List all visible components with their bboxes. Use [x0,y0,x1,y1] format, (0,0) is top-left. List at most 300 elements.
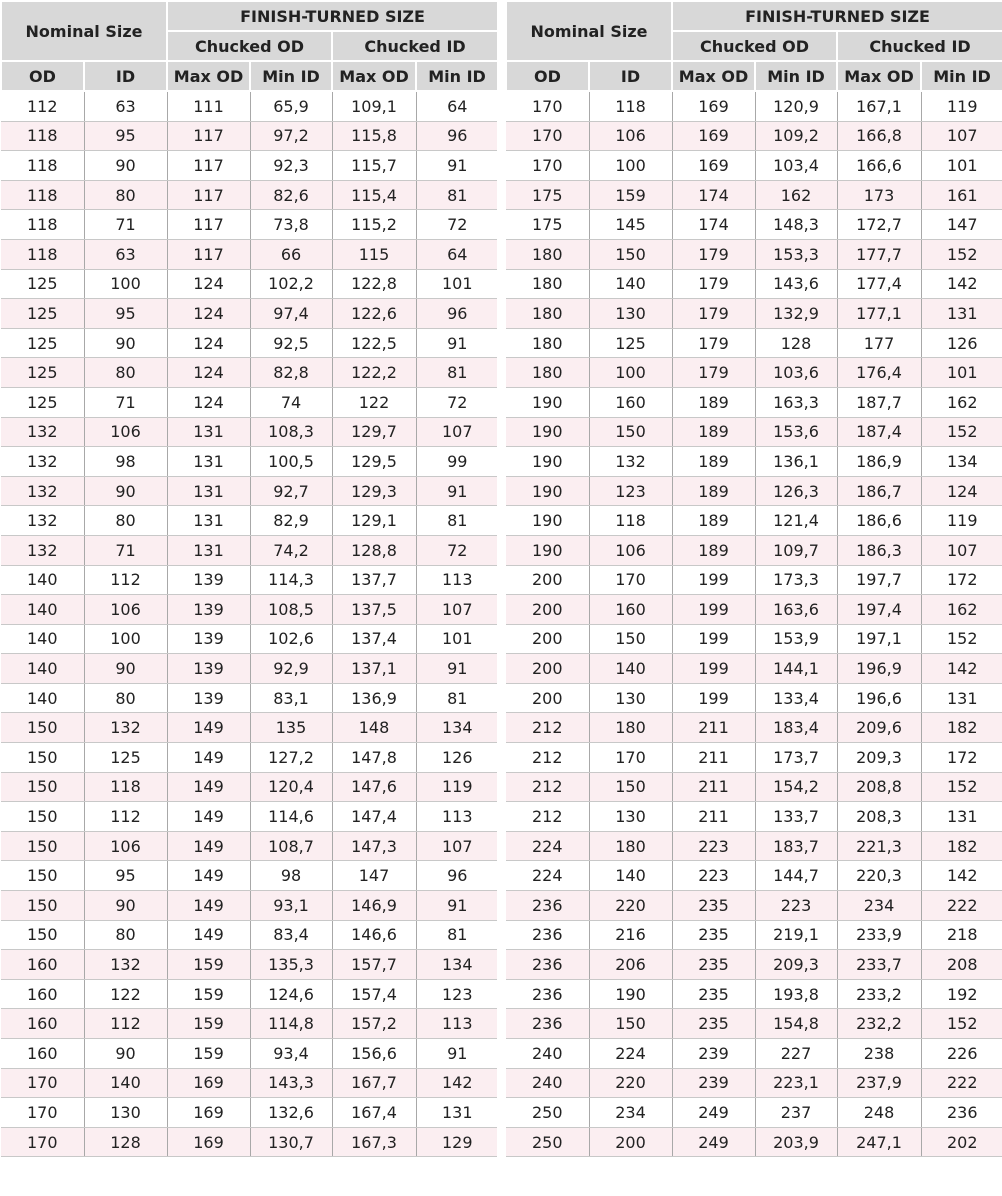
cell-nominal-id: 159 [589,180,672,210]
cell-chucked-id-max-od: 233,9 [837,920,921,950]
cell-chucked-od-min-id: 135 [250,713,332,743]
cell-nominal-od: 140 [1,683,84,713]
table-row [1,151,498,181]
cell-chucked-id-max-od: 122,5 [332,328,416,358]
cell-chucked-od-max-od: 159 [167,1009,250,1039]
cell-chucked-od-max-od: 235 [672,1009,755,1039]
cell-chucked-od-max-od: 179 [672,269,755,299]
cell-nominal-od: 150 [1,920,84,950]
cell-chucked-id-max-od: 115,2 [332,210,416,240]
cell-chucked-id-max-od: 122,8 [332,269,416,299]
cell-nominal-id: 80 [84,920,167,950]
table-row [1,1098,498,1128]
cell-nominal-id: 71 [84,535,167,565]
cell-chucked-od-max-od: 199 [672,654,755,684]
cell-chucked-od-min-id: 143,3 [250,1068,332,1098]
cell-chucked-id-min-id: 142 [921,654,1002,684]
cell-chucked-id-min-id: 172 [921,565,1002,595]
cell-chucked-od-min-id: 154,2 [755,772,837,802]
table-row [1,1009,498,1039]
cell-nominal-id: 71 [84,210,167,240]
cell-chucked-od-min-id: 108,7 [250,831,332,861]
cell-chucked-id-max-od: 167,1 [837,91,921,121]
table-row [506,891,1002,921]
cell-chucked-od-min-id: 173,3 [755,565,837,595]
cell-chucked-id-max-od: 233,2 [837,979,921,1009]
cell-chucked-od-min-id: 73,8 [250,210,332,240]
cell-chucked-id-max-od: 187,7 [837,387,921,417]
table-row [506,269,1002,299]
cell-nominal-id: 140 [84,1068,167,1098]
cell-chucked-id-min-id: 113 [416,565,498,595]
cell-chucked-id-max-od: 147 [332,861,416,891]
table-row [1,831,498,861]
cell-chucked-od-max-od: 124 [167,387,250,417]
table-row [1,772,498,802]
table-row [506,210,1002,240]
right-table-panel [505,0,1002,1157]
cell-chucked-id-max-od: 122,6 [332,299,416,329]
cell-nominal-id: 220 [589,891,672,921]
size-table-right [505,0,1002,1157]
cell-chucked-id-min-id: 222 [921,1068,1002,1098]
cell-chucked-od-min-id: 128 [755,328,837,358]
table-row [1,654,498,684]
table-row [1,624,498,654]
cell-nominal-od: 160 [1,979,84,1009]
table-row [506,328,1002,358]
cell-chucked-od-max-od: 235 [672,920,755,950]
cell-nominal-id: 216 [589,920,672,950]
cell-chucked-id-min-id: 91 [416,151,498,181]
cell-nominal-od: 132 [1,476,84,506]
cell-chucked-id-max-od: 146,9 [332,891,416,921]
cell-chucked-od-max-od: 211 [672,713,755,743]
cell-chucked-id-min-id: 81 [416,358,498,388]
table-row [506,772,1002,802]
cell-nominal-od: 150 [1,861,84,891]
cell-nominal-id: 130 [589,683,672,713]
cell-chucked-id-min-id: 129 [416,1127,498,1157]
cell-nominal-od: 150 [1,802,84,832]
cell-chucked-od-min-id: 237 [755,1098,837,1128]
cell-chucked-od-max-od: 179 [672,239,755,269]
cell-nominal-id: 190 [589,979,672,1009]
nominal-size-header: Nominal Size [506,1,672,61]
cell-nominal-od: 236 [506,1009,589,1039]
cell-nominal-od: 170 [506,91,589,121]
cell-nominal-id: 122 [84,979,167,1009]
cell-chucked-id-min-id: 131 [921,802,1002,832]
id-column-header: ID [84,61,167,91]
cell-nominal-id: 206 [589,950,672,980]
cell-chucked-id-min-id: 202 [921,1127,1002,1157]
cell-chucked-od-min-id: 114,6 [250,802,332,832]
cell-nominal-id: 112 [84,802,167,832]
cell-nominal-od: 200 [506,624,589,654]
cell-chucked-od-min-id: 223,1 [755,1068,837,1098]
cell-chucked-id-min-id: 107 [416,417,498,447]
cell-nominal-id: 90 [84,1039,167,1069]
table-row [1,328,498,358]
cell-nominal-od: 212 [506,802,589,832]
table-row [506,417,1002,447]
cell-chucked-od-max-od: 124 [167,358,250,388]
cell-nominal-id: 160 [589,595,672,625]
cell-nominal-id: 150 [589,239,672,269]
cell-nominal-od: 200 [506,683,589,713]
cell-chucked-od-min-id: 114,8 [250,1009,332,1039]
cell-nominal-id: 90 [84,891,167,921]
cell-chucked-id-max-od: 137,1 [332,654,416,684]
cell-chucked-od-max-od: 235 [672,891,755,921]
cell-chucked-od-min-id: 154,8 [755,1009,837,1039]
table-row [506,1098,1002,1128]
cell-nominal-od: 190 [506,535,589,565]
cell-nominal-id: 140 [589,654,672,684]
table-row [506,1039,1002,1069]
cell-chucked-id-max-od: 167,7 [332,1068,416,1098]
table-row [506,743,1002,773]
cell-chucked-od-min-id: 98 [250,861,332,891]
od-column-header: OD [1,61,84,91]
cell-chucked-od-max-od: 239 [672,1039,755,1069]
cell-nominal-od: 132 [1,417,84,447]
cell-chucked-od-max-od: 169 [672,91,755,121]
table-row [506,387,1002,417]
cell-chucked-id-max-od: 167,3 [332,1127,416,1157]
cell-chucked-id-min-id: 134 [921,447,1002,477]
cell-chucked-id-max-od: 166,8 [837,121,921,151]
cell-nominal-od: 125 [1,358,84,388]
cell-nominal-id: 106 [589,535,672,565]
cell-chucked-od-min-id: 103,6 [755,358,837,388]
cell-nominal-id: 180 [589,713,672,743]
cell-chucked-od-max-od: 149 [167,772,250,802]
cell-chucked-id-min-id: 142 [416,1068,498,1098]
cell-chucked-id-max-od: 220,3 [837,861,921,891]
table-row [506,624,1002,654]
cell-nominal-id: 140 [589,269,672,299]
cell-nominal-od: 140 [1,565,84,595]
cell-chucked-id-max-od: 129,3 [332,476,416,506]
cell-chucked-id-min-id: 101 [416,269,498,299]
table-row [506,121,1002,151]
table-row [506,1009,1002,1039]
table-row [1,802,498,832]
cell-chucked-od-max-od: 149 [167,861,250,891]
cell-chucked-id-max-od: 221,3 [837,831,921,861]
cell-nominal-id: 234 [589,1098,672,1128]
cell-nominal-od: 200 [506,654,589,684]
cell-chucked-od-max-od: 139 [167,624,250,654]
cell-chucked-id-max-od: 156,6 [332,1039,416,1069]
cell-nominal-id: 200 [589,1127,672,1157]
cell-chucked-od-max-od: 117 [167,121,250,151]
cell-chucked-id-min-id: 113 [416,802,498,832]
cell-nominal-od: 118 [1,210,84,240]
cell-chucked-od-min-id: 121,4 [755,506,837,536]
cell-nominal-id: 71 [84,387,167,417]
table-row [1,920,498,950]
cell-chucked-od-min-id: 92,5 [250,328,332,358]
cell-chucked-id-min-id: 134 [416,950,498,980]
cell-nominal-od: 190 [506,417,589,447]
cell-chucked-od-max-od: 189 [672,387,755,417]
cell-chucked-od-min-id: 144,1 [755,654,837,684]
cell-chucked-id-min-id: 107 [416,595,498,625]
cell-nominal-id: 95 [84,121,167,151]
finish-turned-size-header: FINISH-TURNED SIZE [167,1,498,31]
cell-chucked-od-max-od: 169 [672,121,755,151]
cell-chucked-od-min-id: 93,4 [250,1039,332,1069]
table-row [506,180,1002,210]
cell-chucked-id-max-od: 209,3 [837,743,921,773]
cell-nominal-id: 95 [84,299,167,329]
cell-chucked-od-min-id: 108,5 [250,595,332,625]
table-row [1,239,498,269]
cell-nominal-id: 132 [84,950,167,980]
cell-chucked-id-max-od: 177 [837,328,921,358]
cell-nominal-od: 150 [1,713,84,743]
cell-chucked-id-min-id: 107 [921,121,1002,151]
cell-chucked-id-min-id: 91 [416,328,498,358]
cell-chucked-id-max-od: 197,4 [837,595,921,625]
cell-chucked-od-max-od: 117 [167,180,250,210]
cell-nominal-id: 140 [589,861,672,891]
cell-chucked-od-max-od: 169 [167,1098,250,1128]
cell-chucked-id-min-id: 101 [921,151,1002,181]
table-row [1,210,498,240]
cell-nominal-id: 170 [589,743,672,773]
cell-chucked-od-max-od: 124 [167,269,250,299]
cell-chucked-od-min-id: 97,4 [250,299,332,329]
table-row [506,683,1002,713]
table-row [506,447,1002,477]
cell-chucked-id-min-id: 161 [921,180,1002,210]
cell-nominal-id: 130 [84,1098,167,1128]
cell-chucked-od-min-id: 162 [755,180,837,210]
cell-nominal-id: 80 [84,683,167,713]
cell-chucked-id-max-od: 233,7 [837,950,921,980]
cell-chucked-od-max-od: 117 [167,151,250,181]
cell-nominal-id: 100 [589,358,672,388]
cell-nominal-id: 160 [589,387,672,417]
table-row [506,299,1002,329]
cell-chucked-od-min-id: 82,8 [250,358,332,388]
cell-nominal-id: 150 [589,417,672,447]
chucked-id-header: Chucked ID [837,31,1002,61]
cell-chucked-id-max-od: 109,1 [332,91,416,121]
table-row [1,447,498,477]
cell-nominal-od: 224 [506,861,589,891]
table-row [1,417,498,447]
cell-chucked-id-max-od: 177,4 [837,269,921,299]
cell-nominal-od: 125 [1,299,84,329]
cell-chucked-id-min-id: 172 [921,743,1002,773]
cell-nominal-od: 236 [506,891,589,921]
cell-chucked-od-min-id: 132,9 [755,299,837,329]
cell-nominal-id: 80 [84,506,167,536]
chucked-od-header: Chucked OD [672,31,837,61]
cell-nominal-id: 145 [589,210,672,240]
cell-chucked-id-min-id: 192 [921,979,1002,1009]
cell-chucked-od-max-od: 189 [672,417,755,447]
cell-nominal-od: 190 [506,387,589,417]
cell-nominal-od: 112 [1,91,84,121]
cell-nominal-id: 80 [84,180,167,210]
cell-chucked-id-min-id: 107 [921,535,1002,565]
cell-chucked-od-min-id: 82,6 [250,180,332,210]
cell-chucked-id-min-id: 152 [921,772,1002,802]
cell-chucked-id-max-od: 197,7 [837,565,921,595]
cell-chucked-od-min-id: 66 [250,239,332,269]
cell-chucked-od-min-id: 92,7 [250,476,332,506]
table-row [1,387,498,417]
cell-chucked-od-max-od: 199 [672,565,755,595]
cell-chucked-id-max-od: 186,3 [837,535,921,565]
cell-nominal-od: 175 [506,180,589,210]
finish-turned-size-header: FINISH-TURNED SIZE [672,1,1002,31]
cell-chucked-id-min-id: 81 [416,180,498,210]
cell-chucked-od-max-od: 149 [167,920,250,950]
cell-chucked-id-min-id: 147 [921,210,1002,240]
cell-chucked-od-min-id: 92,3 [250,151,332,181]
cell-chucked-id-max-od: 115,4 [332,180,416,210]
cell-chucked-od-min-id: 102,6 [250,624,332,654]
cell-nominal-id: 106 [84,417,167,447]
cell-nominal-od: 180 [506,299,589,329]
cell-nominal-id: 150 [589,772,672,802]
cell-chucked-id-min-id: 72 [416,210,498,240]
cell-chucked-id-max-od: 137,7 [332,565,416,595]
cell-nominal-od: 200 [506,595,589,625]
cell-nominal-od: 236 [506,979,589,1009]
cell-chucked-id-min-id: 72 [416,535,498,565]
cell-chucked-od-max-od: 124 [167,328,250,358]
cell-chucked-id-min-id: 96 [416,121,498,151]
cell-nominal-id: 220 [589,1068,672,1098]
cell-chucked-od-min-id: 223 [755,891,837,921]
cell-nominal-od: 118 [1,180,84,210]
cell-chucked-od-min-id: 173,7 [755,743,837,773]
cell-chucked-id-min-id: 222 [921,891,1002,921]
od-column-header: OD [506,61,589,91]
cell-chucked-id-max-od: 129,7 [332,417,416,447]
cell-chucked-od-max-od: 249 [672,1098,755,1128]
cell-chucked-id-max-od: 186,9 [837,447,921,477]
cell-nominal-od: 125 [1,269,84,299]
cell-chucked-od-max-od: 189 [672,535,755,565]
cell-chucked-od-min-id: 203,9 [755,1127,837,1157]
cell-nominal-od: 250 [506,1098,589,1128]
cell-chucked-od-max-od: 179 [672,358,755,388]
table-row [506,979,1002,1009]
cell-nominal-id: 180 [589,831,672,861]
cell-chucked-od-max-od: 131 [167,417,250,447]
cell-chucked-od-min-id: 136,1 [755,447,837,477]
cell-chucked-id-min-id: 64 [416,91,498,121]
table-row [1,743,498,773]
cell-chucked-id-min-id: 142 [921,861,1002,891]
cell-chucked-id-min-id: 182 [921,831,1002,861]
cell-chucked-id-min-id: 226 [921,1039,1002,1069]
cell-chucked-od-min-id: 126,3 [755,476,837,506]
table-row [506,950,1002,980]
cell-chucked-od-min-id: 74 [250,387,332,417]
cell-nominal-id: 118 [589,506,672,536]
cell-nominal-id: 132 [589,447,672,477]
cell-nominal-id: 130 [589,802,672,832]
cell-chucked-od-max-od: 159 [167,1039,250,1069]
cell-chucked-od-max-od: 149 [167,802,250,832]
cell-nominal-od: 150 [1,831,84,861]
cell-chucked-id-max-od: 129,1 [332,506,416,536]
table-row [1,535,498,565]
cell-chucked-od-min-id: 163,6 [755,595,837,625]
cell-chucked-id-min-id: 162 [921,595,1002,625]
cell-chucked-id-max-od: 187,4 [837,417,921,447]
cell-nominal-od: 140 [1,624,84,654]
cell-chucked-id-min-id: 182 [921,713,1002,743]
cell-chucked-id-min-id: 131 [921,683,1002,713]
cell-nominal-id: 80 [84,358,167,388]
cell-chucked-id-min-id: 81 [416,920,498,950]
cell-nominal-id: 100 [84,269,167,299]
cell-nominal-od: 132 [1,447,84,477]
cell-nominal-id: 170 [589,565,672,595]
cell-chucked-id-max-od: 196,6 [837,683,921,713]
cell-nominal-id: 130 [589,299,672,329]
cell-chucked-od-min-id: 120,4 [250,772,332,802]
cell-chucked-id-min-id: 99 [416,447,498,477]
cell-chucked-id-min-id: 142 [921,269,1002,299]
cell-chucked-id-min-id: 152 [921,624,1002,654]
table-row [1,121,498,151]
cell-chucked-od-max-od: 223 [672,831,755,861]
cell-chucked-id-max-od: 172,7 [837,210,921,240]
cell-nominal-id: 123 [589,476,672,506]
cell-nominal-od: 160 [1,1009,84,1039]
cell-nominal-od: 170 [1,1127,84,1157]
cell-chucked-od-min-id: 92,9 [250,654,332,684]
cell-nominal-od: 175 [506,210,589,240]
cell-chucked-id-max-od: 146,6 [332,920,416,950]
cell-nominal-id: 106 [84,831,167,861]
cell-chucked-id-min-id: 152 [921,239,1002,269]
cell-nominal-id: 125 [589,328,672,358]
cell-nominal-od: 150 [1,772,84,802]
cell-chucked-id-min-id: 119 [921,506,1002,536]
table-row [1,1068,498,1098]
cell-chucked-id-min-id: 134 [416,713,498,743]
cell-nominal-od: 190 [506,447,589,477]
cell-chucked-id-max-od: 115,8 [332,121,416,151]
table-row [1,506,498,536]
cell-nominal-id: 63 [84,239,167,269]
table-row [506,1127,1002,1157]
cell-nominal-od: 236 [506,920,589,950]
table-row [506,595,1002,625]
cell-chucked-od-max-od: 131 [167,476,250,506]
cell-nominal-od: 236 [506,950,589,980]
table-row [506,861,1002,891]
cell-nominal-id: 132 [84,713,167,743]
cell-nominal-od: 200 [506,565,589,595]
cell-chucked-id-min-id: 208 [921,950,1002,980]
cell-nominal-id: 100 [589,151,672,181]
cell-nominal-od: 118 [1,151,84,181]
